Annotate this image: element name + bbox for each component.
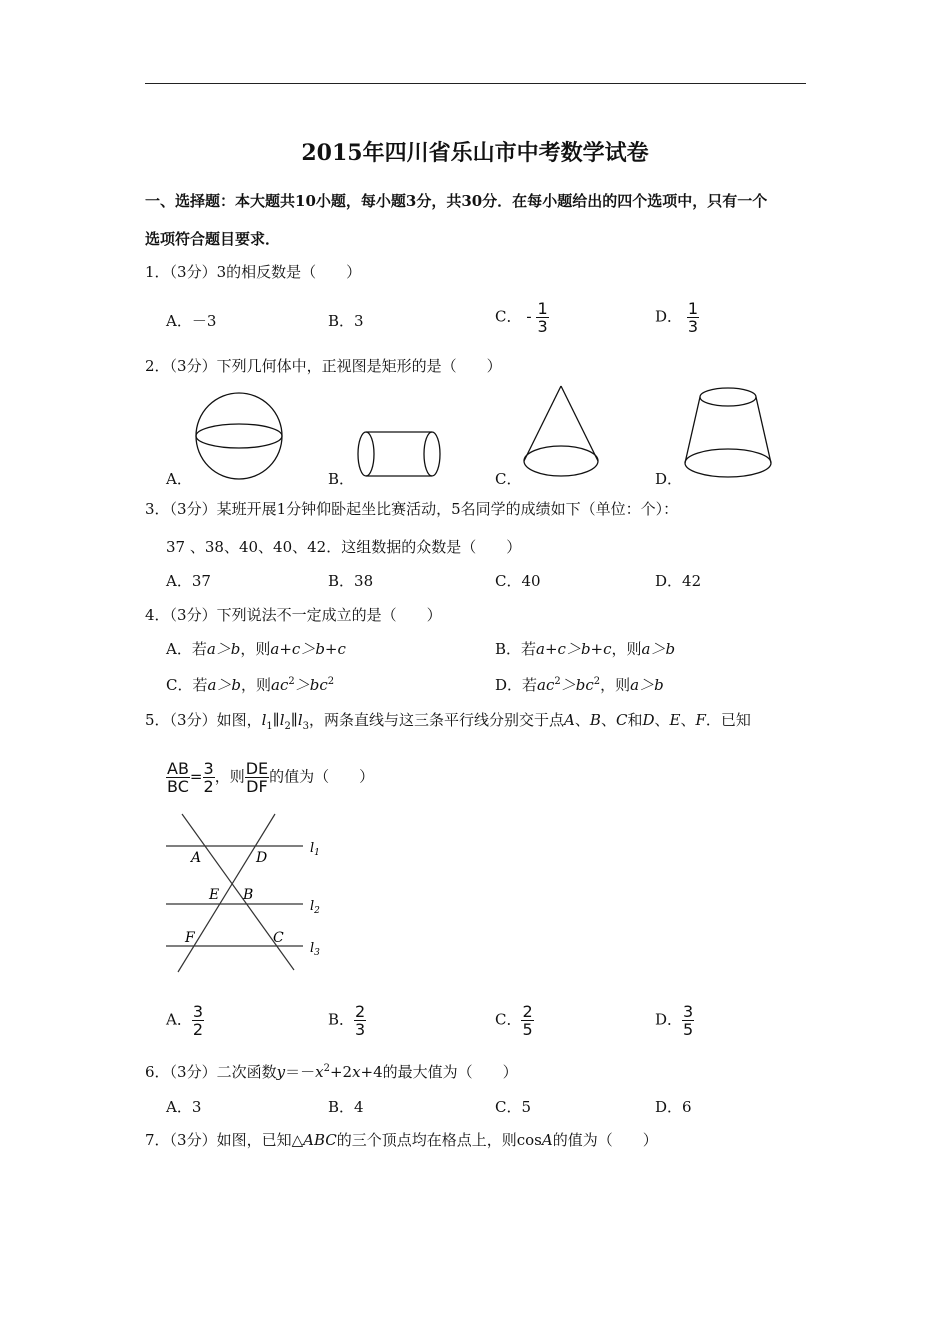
page-title: 2015年四川省乐山市中考数学试卷 xyxy=(301,140,649,166)
q3-option-c: C．40 xyxy=(495,572,541,590)
q2-option-a-label: A． xyxy=(166,470,192,488)
q2-option-d-label: D． xyxy=(655,470,683,488)
q5-option-a: A． $\frac{3}{2}$ xyxy=(166,1002,204,1039)
point-c-label: C xyxy=(273,930,284,946)
q3-option-b: B．38 xyxy=(328,572,374,590)
cylinder-figure xyxy=(352,427,447,482)
question-5-stem: 5．（3分）如图，$l_1\parallel l_2\parallel l_3$，两条直线与这三条平行线分别交于点A、B、C和D、E、F．已知 xyxy=(145,711,751,732)
svg-text:l1: $l_1$ xyxy=(310,841,320,858)
cone-figure xyxy=(518,382,608,482)
q5-option-d: D． $\frac{3}{5}$ xyxy=(655,1002,694,1039)
q1-c-fraction: $\frac{1}{3}$ xyxy=(537,299,548,336)
question-2-stem: 2．（3分）下列几何体中，正视图是矩形的是（ ） xyxy=(145,357,502,375)
sphere-figure xyxy=(190,390,290,482)
frustum-figure xyxy=(678,382,778,482)
de-df-fraction: $\frac{DE}{DF}$ xyxy=(245,759,269,796)
question-6-stem: 6．（3分）二次函数$y=-x^2+2x+4$的最大值为（ ） xyxy=(145,1063,518,1081)
header-rule xyxy=(145,83,806,84)
q1-option-c: C． - $\frac{1}{3}$ xyxy=(495,299,548,336)
q4-option-c: C．若a＞b，则$ac^2>bc^2$ xyxy=(166,676,335,694)
question-3-stem-line2: 37 、38、40、40、42．这组数据的众数是（ ） xyxy=(166,538,522,556)
question-4-stem: 4．（3分）下列说法不一定成立的是（ ） xyxy=(145,606,442,624)
q6-option-a: A．3 xyxy=(166,1098,202,1116)
q1-option-a: A．－3 xyxy=(166,312,217,330)
q5-option-c: C． $\frac{2}{5}$ xyxy=(495,1002,533,1039)
q2-option-c-label: C． xyxy=(495,470,522,488)
parallel-lines-figure xyxy=(160,810,330,975)
section-heading-line2: 选项符合题目要求． xyxy=(145,230,281,248)
point-d-label: D xyxy=(256,850,268,866)
q6-option-c: C．5 xyxy=(495,1098,532,1116)
point-b-label: B xyxy=(243,887,254,903)
question-7-stem: 7．（3分）如图，已知△ABC的三个顶点均在格点上，则cosA的值为（ ） xyxy=(145,1131,658,1149)
q1-option-b: B．3 xyxy=(328,312,364,330)
q3-option-a: A．37 xyxy=(166,572,211,590)
q4-option-d: D．若$ac^2>bc^2$，则a＞b xyxy=(495,676,664,694)
q3-option-d: D．42 xyxy=(655,572,702,590)
question-3-stem-line1: 3．（3分）某班开展1分钟仰卧起坐比赛活动，5名同学的成绩如下（单位：个）： xyxy=(145,500,679,518)
q5-option-b: B． $\frac{2}{3}$ xyxy=(328,1002,366,1039)
svg-text:l3: $l_3$ xyxy=(310,941,320,958)
q1-option-d: D． $\frac{1}{3}$ xyxy=(655,299,698,336)
q6-option-b: B．4 xyxy=(328,1098,364,1116)
svg-text:l2: $l_2$ xyxy=(310,899,320,916)
q6-option-d: D．6 xyxy=(655,1098,692,1116)
point-e-label: E xyxy=(209,887,220,903)
question-1-stem: 1．（3分）3的相反数是（ ） xyxy=(145,263,362,281)
ab-bc-fraction: $\frac{AB}{BC}$ xyxy=(167,759,189,796)
three-halves-fraction: $\frac{3}{2}$ xyxy=(203,759,214,796)
q1-d-fraction: $\frac{1}{3}$ xyxy=(687,299,698,336)
section-heading-line1: 一、选择题：本大题共10小题，每小题3分，共30分．在每小题给出的四个选项中，只有一个 xyxy=(145,192,768,210)
question-5-condition: $\frac{AB}{BC}$ = $\frac{3}{2}$ ，则 $\frac{DE}{DF}$ 的值为（ ） xyxy=(167,759,375,796)
q2-option-b-label: B． xyxy=(328,470,355,488)
point-a-label: A xyxy=(191,850,202,866)
q4-option-a: A．若a＞b，则a+c＞b+c xyxy=(166,640,346,658)
q4-option-b: B．若a+c＞b+c，则a＞b xyxy=(495,640,676,658)
point-f-label: F xyxy=(185,930,195,946)
